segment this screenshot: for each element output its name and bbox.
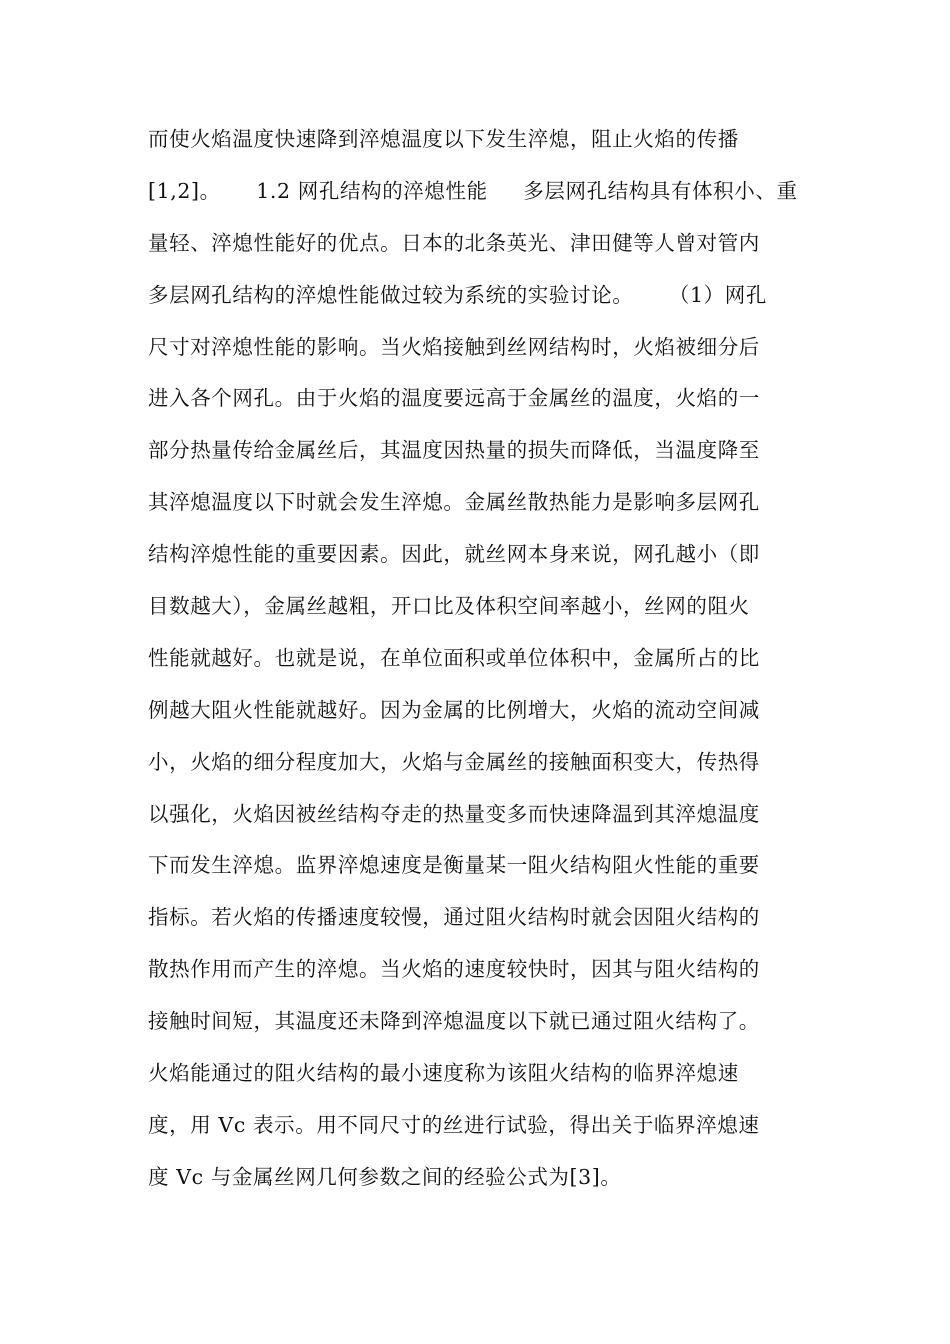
- text-line: 下而发生淬熄。监界淬熄速度是衡量某一阻火结构阻火性能的重要: [148, 853, 760, 878]
- text-line: 性能就越好。也就是说，在单位面积或单位体积中，金属所占的比: [148, 645, 760, 670]
- text-line: 度，用 Vc 表示。用不同尺寸的丝进行试验，得出关于临界淬熄速: [148, 1112, 760, 1137]
- body-text: [148, 114, 808, 1204]
- text-line: 多层网孔结构的淬熄性能做过较为系统的实验讨论。 （1）网孔: [148, 282, 767, 307]
- text-line: 其淬熄温度以下时就会发生淬熄。金属丝散热能力是影响多层网孔: [148, 490, 760, 515]
- text-line: 例越大阻火性能就越好。因为金属的比例增大，火焰的流动空间减: [148, 697, 760, 722]
- text-line: 进入各个网孔。由于火焰的温度要远高于金属丝的温度，火焰的一: [148, 386, 760, 411]
- text-line: 小，火焰的细分程度加大，火焰与金属丝的接触面积变大，传热得: [148, 749, 760, 774]
- text-line: 目数越大），金属丝越粗，开口比及体积空间率越小，丝网的阻火: [148, 594, 750, 619]
- text-line: 量轻、淬熄性能好的优点。日本的北条英光、津田健等人曾对管内: [148, 230, 760, 255]
- text-line: 度 Vc 与金属丝网几何参数之间的经验公式为[3]。: [148, 1164, 622, 1189]
- text-line: 部分热量传给金属丝后，其温度因热量的损失而降低，当温度降至: [148, 438, 760, 463]
- text-line: 而使火焰温度快速降到淬熄温度以下发生淬熄，阻止火焰的传播: [148, 127, 739, 151]
- text-line: 尺寸对淬熄性能的影响。当火焰接触到丝网结构时，火焰被细分后: [148, 334, 760, 359]
- text-line: 火焰能通过的阻火结构的最小速度称为该阻火结构的临界淬熄速: [148, 1061, 739, 1086]
- text-line: 指标。若火焰的传播速度较慢，通过阻火结构时就会因阻火结构的: [148, 905, 760, 930]
- text-line: 散热作用而产生的淬熄。当火焰的速度较快时，因其与阻火结构的: [148, 957, 760, 982]
- text-line: [1,2]。 1.2 网孔结构的淬熄性能 多层网孔结构具有体积小、重: [148, 178, 798, 203]
- text-line: 以强化，火焰因被丝结构夺走的热量变多而快速降温到其淬熄温度: [148, 801, 760, 826]
- text-line: 结构淬熄性能的重要因素。因此，就丝网本身来说，网孔越小（即: [148, 542, 760, 567]
- text-line: 接触时间短，其温度还未降到淬熄温度以下就已通过阻火结构了。: [148, 1009, 760, 1034]
